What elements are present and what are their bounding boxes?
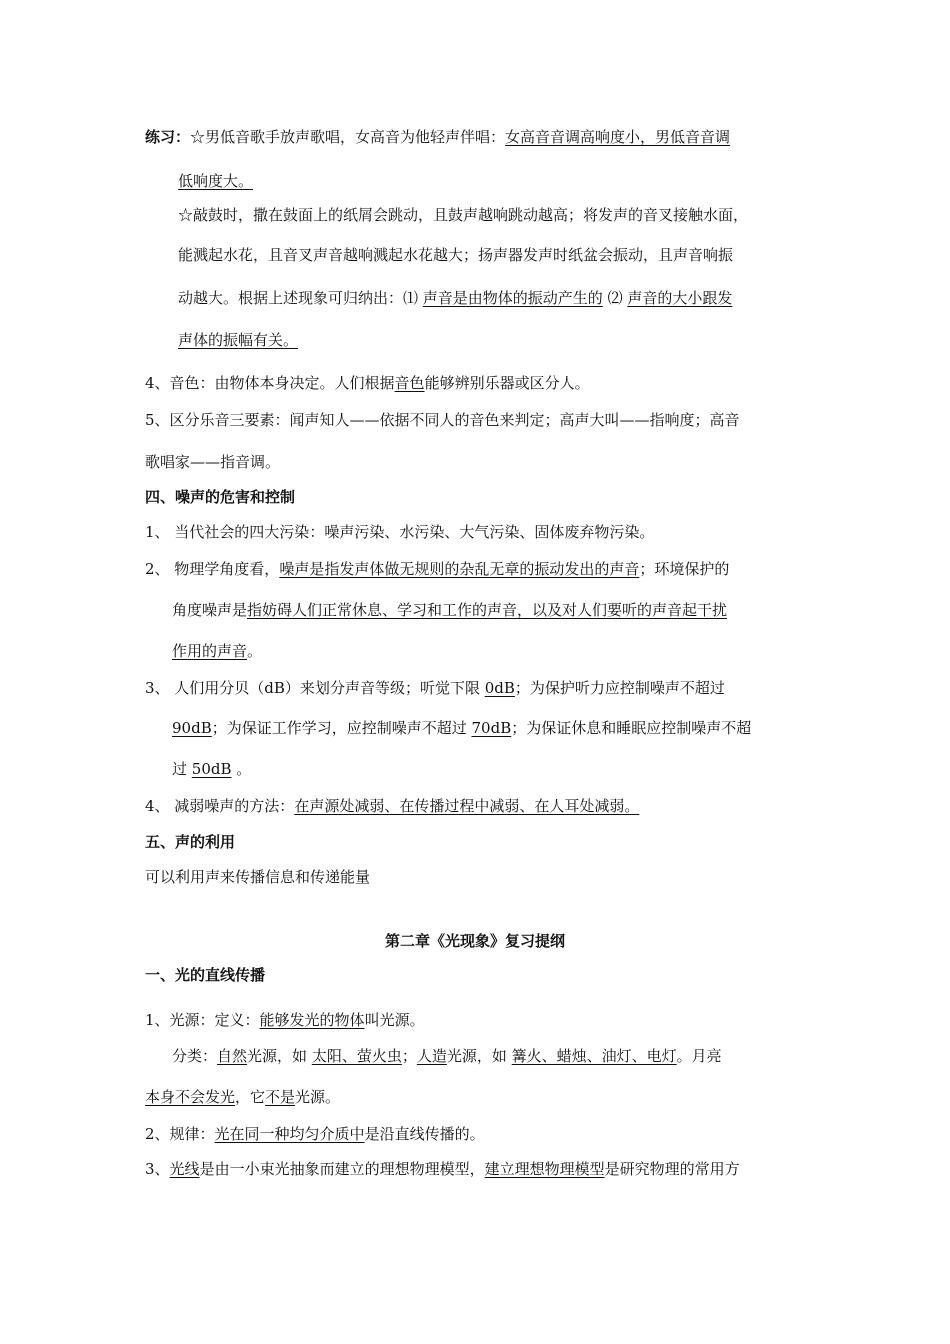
exercise-line-3	[178, 205, 748, 225]
text-run: 是研究物理的常用方	[604, 1160, 740, 1178]
light-source-definition	[145, 1010, 425, 1030]
text-run: 女高音音调高响度小，男低音音调	[505, 128, 731, 146]
sound-use-text	[145, 867, 370, 887]
text-run: 光源，如	[446, 1047, 512, 1065]
text-run: 1、 当代社会的四大污染：噪声污染、水污染、大气污染、固体废弃物污染。	[145, 523, 655, 541]
text-run: 50dB	[191, 760, 232, 778]
text-run: 音色	[394, 374, 425, 392]
text-run: 一、光的直线传播	[145, 966, 266, 984]
text-run: 五、声的利用	[145, 833, 236, 851]
exercise-line-6	[178, 330, 298, 350]
text-run: 动越大。根据上述现象可归纳出：⑴	[178, 289, 423, 307]
text-run: 噪声是指发声体做无规则的杂乱无章的振动发出的声音	[279, 560, 640, 578]
text-run: 自然	[217, 1047, 248, 1065]
noise-item-2-line-3	[172, 641, 262, 661]
text-run: 光在同一种均匀介质中	[214, 1125, 365, 1143]
chapter-title	[0, 931, 950, 951]
text-run: 四、噪声的危害和控制	[145, 488, 296, 506]
noise-item-3-line-1	[145, 678, 725, 698]
text-run: 过	[172, 760, 192, 778]
text-run: 3、 人们用分贝（dB）来划分声音等级；听觉下限	[145, 679, 485, 697]
exercise-line-4	[178, 245, 733, 265]
text-run: 本身不会发光	[145, 1088, 236, 1106]
text-run: 光线	[169, 1160, 200, 1178]
light-source-classification-line-1	[172, 1046, 722, 1066]
text-run: 指妨碍人们正常休息、学习和工作的声音，以及对人们要听的声音起干扰	[247, 601, 728, 619]
text-run: 篝火、蜡烛、油灯、电灯	[511, 1047, 677, 1065]
text-run: 能溅起水花，且音叉声音越响溅起水花越大；扬声器发声时纸盆会振动，且声音响振	[178, 246, 734, 264]
text-run: 是沿直线传播的。	[364, 1125, 485, 1143]
text-run: 叫光源。	[364, 1011, 425, 1029]
text-run: 声体的振幅有关。	[178, 331, 299, 349]
text-run: 。	[247, 642, 263, 660]
text-run: 声音的大小跟发	[627, 289, 733, 307]
noise-item-1	[145, 522, 654, 542]
light-ray-model	[145, 1159, 740, 1179]
noise-item-2-line-2	[172, 600, 727, 620]
text-run: 2、 物理学角度看，	[145, 560, 280, 578]
text-run: ，它	[235, 1088, 266, 1106]
text-run: ⑵	[602, 289, 628, 307]
text-run: 声音是由物体的振动产生的	[422, 289, 603, 307]
timbre-item	[145, 373, 590, 393]
text-run: 分类：	[172, 1047, 218, 1065]
text-run: 在声源处减弱、在传播过程中减弱、在人耳处减弱。	[294, 797, 640, 815]
text-run: 建立理想物理模型	[484, 1160, 605, 1178]
text-run: ；为保证工作学习，应控制噪声不超过	[211, 719, 472, 737]
text-run: 太阳、萤火虫	[311, 1047, 402, 1065]
text-run: 练习：	[145, 128, 191, 146]
text-run: ☆男低音歌手放声歌唱，女高音为他轻声伴唱：	[190, 128, 506, 146]
text-run: ；	[401, 1047, 417, 1065]
text-run: 0dB	[484, 679, 515, 697]
noise-item-4	[145, 796, 639, 816]
text-run: 是由一小束光抽象而建立的理想物理模型，	[199, 1160, 485, 1178]
exercise-line-2	[178, 171, 253, 191]
text-run: 光源，如	[247, 1047, 312, 1065]
text-run: 人造	[416, 1047, 447, 1065]
light-source-classification-line-2	[145, 1087, 340, 1107]
text-run: 可以利用声来传播信息和传递能量	[145, 868, 371, 886]
text-run: 低响度大。	[178, 172, 254, 190]
text-run: 1、光源：定义：	[145, 1011, 260, 1029]
three-elements-line-2	[145, 452, 280, 472]
text-run: ；环境保护的	[639, 560, 730, 578]
text-run: ；为保护听力应控制噪声不超过	[514, 679, 725, 697]
text-run: 70dB	[471, 719, 512, 737]
text-run: 能够辨别乐器或区分人。	[424, 374, 590, 392]
text-run: 5、区分乐音三要素：闻声知人——依据不同人的音色来判定；高声大叫——指响度；高音	[145, 411, 740, 429]
section-heading-noise	[145, 487, 295, 507]
text-run: 角度噪声是	[172, 601, 248, 619]
text-run: 90dB	[172, 719, 212, 737]
text-run: 歌唱家——指音调。	[145, 453, 281, 471]
text-run: 作用的声音	[172, 642, 248, 660]
noise-item-3-line-2	[172, 718, 751, 738]
section-heading-sound-use	[145, 832, 235, 852]
exercise-line-1	[145, 127, 730, 147]
text-run: 。	[231, 760, 252, 778]
noise-item-3-line-3	[172, 759, 251, 779]
text-run: 光源。	[295, 1088, 341, 1106]
text-run: 第二章《光现象》复习提纲	[384, 932, 565, 950]
text-run: 能够发光的物体	[259, 1011, 365, 1029]
text-run: 2、规律：	[145, 1125, 215, 1143]
noise-item-2-line-1	[145, 559, 729, 579]
text-run: ；为保证休息和睡眠应控制噪声不超	[511, 719, 752, 737]
text-run: 。月亮	[676, 1047, 722, 1065]
section-heading-light-propagation	[145, 965, 265, 985]
text-run: 不是	[265, 1088, 296, 1106]
exercise-line-5	[178, 288, 732, 308]
text-run: 4、 减弱噪声的方法：	[145, 797, 295, 815]
text-run: 3、	[145, 1160, 170, 1178]
light-law	[145, 1124, 485, 1144]
text-run: ☆敲鼓时，撒在鼓面上的纸屑会跳动，且鼓声越响跳动越高；将发声的音叉接触水面，	[178, 206, 749, 224]
text-run: 4、音色：由物体本身决定。人们根据	[145, 374, 395, 392]
three-elements-line-1	[145, 410, 740, 430]
